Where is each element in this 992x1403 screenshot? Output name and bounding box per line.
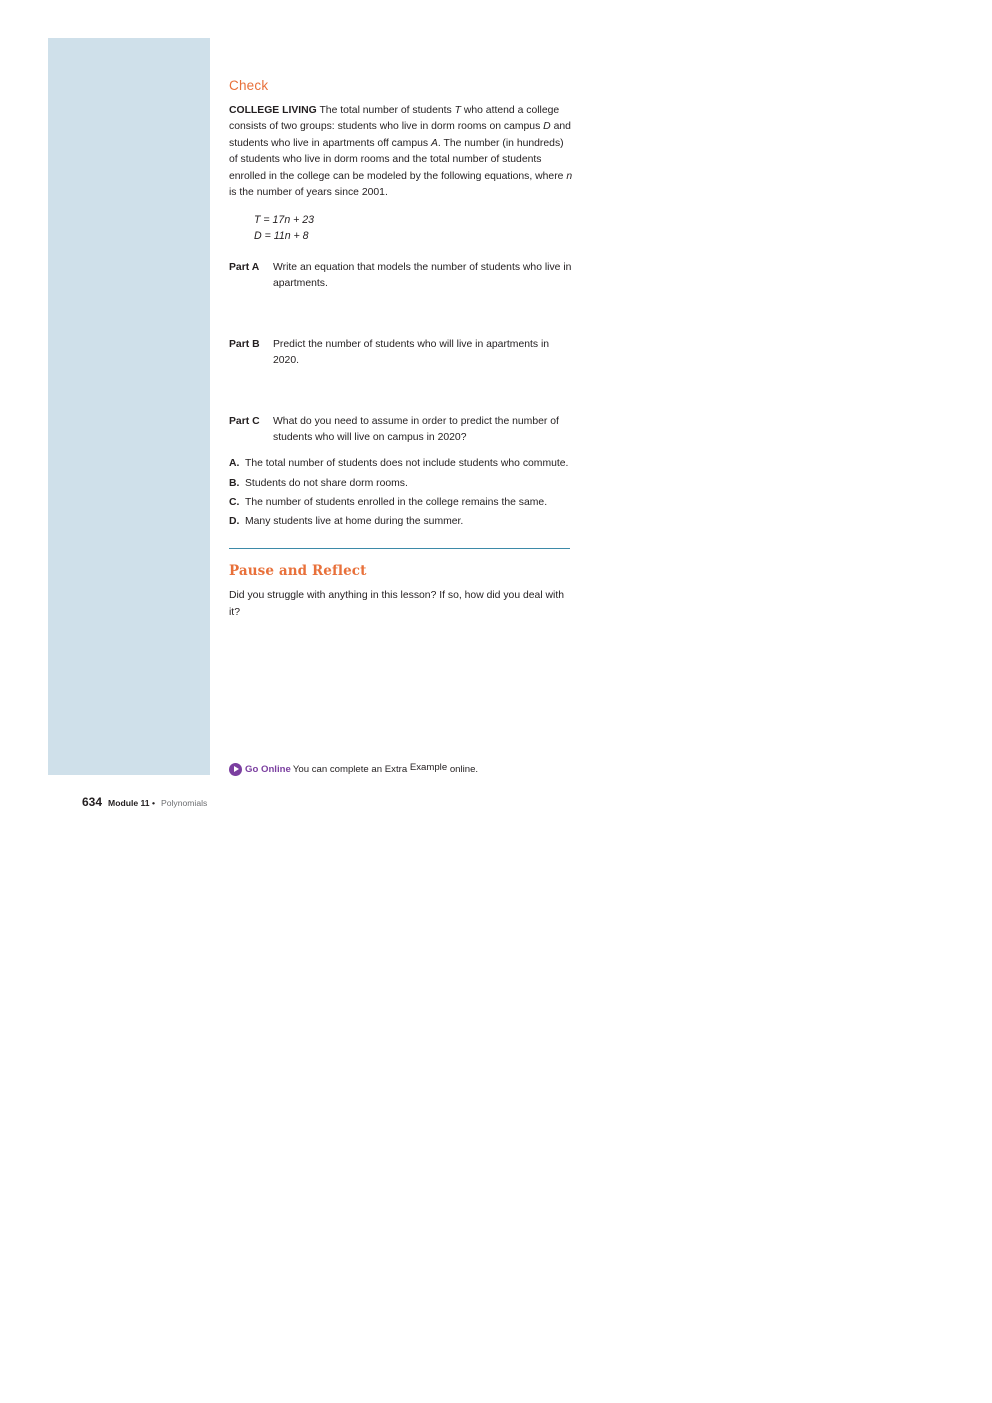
problem-text-1: The total number of students xyxy=(316,105,455,116)
page-footer xyxy=(82,795,207,809)
choice-d-text: Many students live at home during the summer. xyxy=(245,515,464,527)
variable-A: A xyxy=(430,137,438,149)
go-online-text xyxy=(293,764,478,775)
part-b xyxy=(229,337,574,370)
go-online-label: Go Online xyxy=(245,764,291,775)
section-divider xyxy=(229,548,570,550)
part-a xyxy=(229,260,574,293)
go-online-text-raised: Example xyxy=(409,762,448,773)
problem-statement xyxy=(229,103,574,202)
pause-and-reflect-prompt: Did you struggle with anything in this lesson? If so, how did you deal with it? xyxy=(229,590,564,618)
problem-text-4: . The number (in hundreds) of students who live in dorm rooms and the total number of students enrolled in the college can be modeled by the following equations, where xyxy=(229,137,567,182)
answer-choice-b[interactable] xyxy=(229,476,574,492)
problem-text-2: who attend a college consists of two groups: students who live in dorm rooms on campus xyxy=(229,105,560,133)
part-c-text: What do you need to assume in order to predict the number of students who will live on campus in 2020? xyxy=(273,415,559,443)
module-topic: Polynomials xyxy=(160,798,208,808)
check-heading: Check xyxy=(229,78,269,93)
choice-b-letter: B. xyxy=(229,477,240,489)
answer-choice-c[interactable] xyxy=(229,495,574,511)
equation-dorm-students: D = 11n + 8 xyxy=(254,229,309,242)
choice-a-letter: A. xyxy=(229,458,240,470)
part-b-text: Predict the number of students who will live in apartments in 2020. xyxy=(273,338,550,367)
part-a-text: Write an equation that models the number of students who live in apartments. xyxy=(273,261,572,290)
go-online-note[interactable] xyxy=(229,763,569,776)
go-online-text-before: You can complete an Extra xyxy=(292,764,410,775)
choice-a-text: The total number of students does not include students who commute. xyxy=(245,458,569,470)
problem-text-3: and students who live in apartments off campus xyxy=(229,121,571,149)
part-b-label: Part B xyxy=(229,338,260,350)
equation-list xyxy=(254,212,574,244)
variable-T: T xyxy=(454,105,461,116)
equation-total-students: T = 17n + 23 xyxy=(254,213,315,226)
answer-choices xyxy=(229,456,574,530)
go-online-play-icon xyxy=(229,763,242,776)
margin-color-band xyxy=(48,38,210,775)
go-online-text-after: online. xyxy=(447,764,479,775)
answer-choice-a[interactable] xyxy=(229,456,574,472)
part-a-label: Part A xyxy=(229,261,260,273)
choice-c-letter: C. xyxy=(229,496,240,508)
variable-n: n xyxy=(566,170,573,182)
part-c-label: Part C xyxy=(229,415,260,427)
module-label: Module 11 • xyxy=(108,798,155,808)
problem-text-5: is the number of years since 2001. xyxy=(229,187,388,199)
main-content-column xyxy=(229,78,574,621)
choice-d-letter: D. xyxy=(229,515,240,527)
answer-choice-d[interactable] xyxy=(229,514,574,530)
page-number: 634 xyxy=(82,795,103,809)
pause-and-reflect-heading: Pause and Reflect xyxy=(229,563,367,580)
choice-b-text: Students do not share dorm rooms. xyxy=(245,477,408,489)
choice-c-text: The number of students enrolled in the college remains the same. xyxy=(245,496,548,508)
problem-context-label: COLLEGE LIVING xyxy=(229,105,317,116)
part-c xyxy=(229,414,574,447)
variable-D: D xyxy=(543,121,551,133)
